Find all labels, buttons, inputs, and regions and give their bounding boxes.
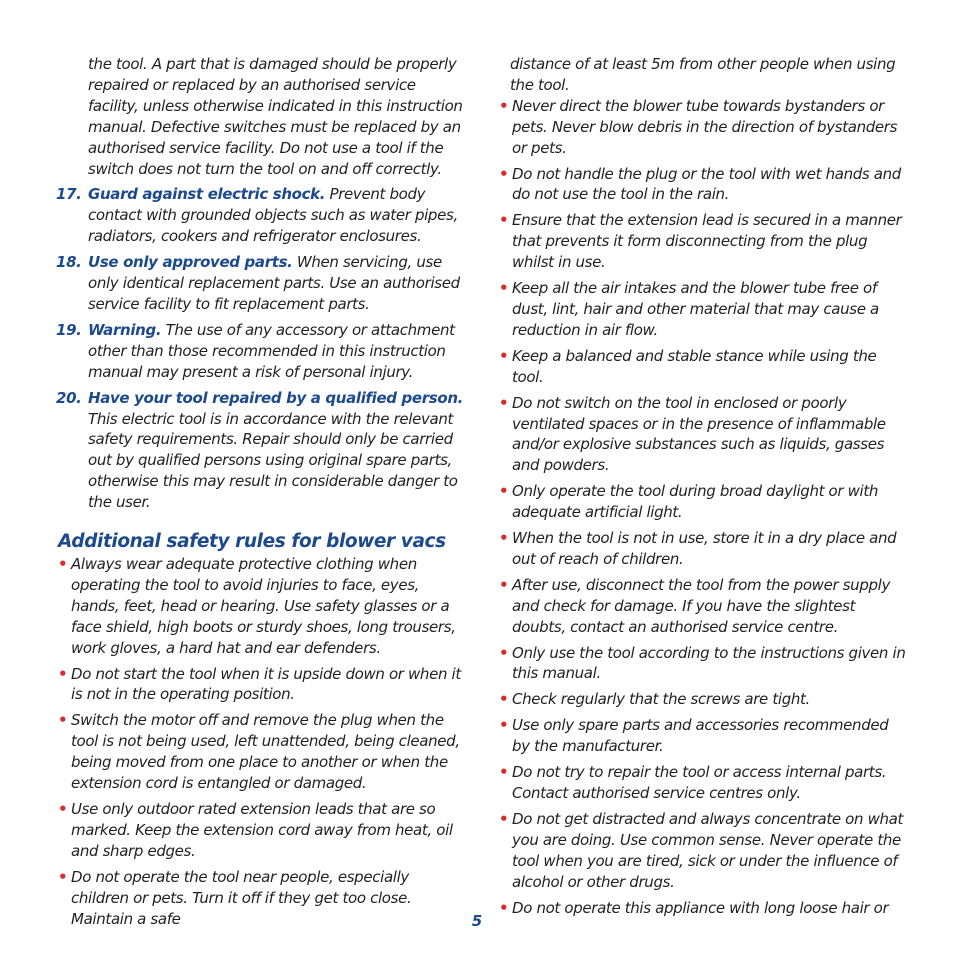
bullet-dot: • bbox=[499, 716, 509, 735]
bullet-dot: • bbox=[499, 211, 509, 230]
left-column bbox=[56, 54, 464, 929]
bullet-item bbox=[497, 210, 907, 273]
item-title: Guard against electric shock. bbox=[88, 185, 326, 204]
continuation-text: the tool. A part that is damaged should be properly repaired or replaced by an authorised service facility, unless otherwise indicated in this instruction manual. Defective switches must be replaced by an authorised service facility. Do not use a tool if the switch does not turn the tool on and off correctly. bbox=[88, 55, 463, 178]
bullet-dot: • bbox=[499, 763, 509, 782]
bullet-text: Do not switch on the tool in enclosed or poorly ventilated spaces or in the presence of inflammable and/or explosive substances such as liquids, gasses and powders. bbox=[512, 393, 886, 475]
bullet-text: Do not operate the tool near people, especially children or pets. Turn it off if they get too close. Maintain a safe bbox=[71, 867, 412, 928]
bullet-item bbox=[497, 393, 907, 477]
bullet-item bbox=[497, 715, 907, 757]
bullet-item bbox=[497, 528, 907, 570]
right-column bbox=[497, 54, 907, 918]
bullet-list-left bbox=[56, 554, 464, 929]
numbered-item-20 bbox=[56, 388, 464, 513]
item-number: 17. bbox=[56, 185, 82, 204]
bullet-item bbox=[497, 762, 907, 804]
bullet-dot: • bbox=[499, 279, 509, 298]
bullet-text: Switch the motor off and remove the plug when the tool is not being used, left unattended, being cleaned, being moved from one place to another or when the extension cord is entangled or damaged. bbox=[71, 711, 460, 793]
numbered-item-19 bbox=[56, 320, 464, 383]
bullet-dot: • bbox=[499, 690, 509, 709]
bullet-item bbox=[56, 554, 464, 659]
bullet-item bbox=[497, 346, 907, 388]
item-title: Warning. bbox=[88, 320, 162, 339]
bullet-item bbox=[497, 481, 907, 523]
bullet-dot: • bbox=[499, 809, 509, 828]
item-number: 19. bbox=[56, 320, 82, 339]
bullet-dot: • bbox=[58, 555, 68, 574]
bullet-item bbox=[497, 689, 907, 710]
section-heading: Additional safety rules for blower vacs bbox=[58, 531, 446, 553]
item-title: Have your tool repaired by a qualified person. bbox=[88, 388, 463, 407]
bullet-dot: • bbox=[499, 96, 509, 115]
bullet-text: Only use the tool according to the instructions given in this manual. bbox=[512, 643, 906, 683]
bullet-text: Never direct the blower tube towards bystanders or pets. Never blow debris in the direction of bystanders or pets. bbox=[512, 96, 898, 157]
bullet-item bbox=[497, 809, 907, 893]
bullet-text: Keep a balanced and stable stance while using the tool. bbox=[512, 346, 877, 386]
bullet-text: Do not start the tool when it is upside down or when it is not in the operating position. bbox=[71, 664, 461, 704]
item-text: The use of any accessory or attachment other than those recommended in this instruction manual may present a risk of personal injury. bbox=[88, 320, 455, 381]
bullet-item bbox=[497, 643, 907, 685]
item-number: 18. bbox=[56, 253, 82, 272]
item-number: 20. bbox=[56, 388, 82, 407]
bullet-text: When the tool is not in use, store it in a dry place and out of reach of children. bbox=[512, 529, 897, 568]
bullet-text: Ensure that the extension lead is secured in a manner that prevents it form disconnecting from the plug whilst in use. bbox=[512, 211, 902, 272]
bullet-item bbox=[497, 96, 907, 159]
bullet-text: Do not handle the plug or the tool with wet hands and do not use the tool in the rain. bbox=[512, 164, 901, 204]
bullet-text: Only operate the tool during broad daylight or with adequate artificial light. bbox=[512, 482, 879, 522]
bullet-dot: • bbox=[58, 800, 68, 818]
item-text: This electric tool is in accordance with the relevant safety requirements. Repair should only be carried out by qualified persons using original spare parts, otherwise this may result in considerable danger to the user. bbox=[88, 409, 458, 512]
bullet-dot: • bbox=[499, 898, 509, 917]
item-text: When servicing, use only identical replacement parts. Use an authorised service facility to fit replacement parts. bbox=[88, 253, 460, 313]
bullet-text: Do not operate this appliance with long loose hair or bbox=[512, 898, 889, 917]
bullet-text: After use, disconnect the tool from the power supply and check for damage. If you have the slightest doubts, contact an authorised service centre. bbox=[512, 575, 891, 636]
bullet-dot: • bbox=[499, 643, 509, 662]
bullet-text: Keep all the air intakes and the blower tube free of dust, lint, hair and other material that may cause a reduction in air flow. bbox=[512, 279, 879, 339]
bullet-item bbox=[56, 710, 464, 794]
bullet-item bbox=[497, 575, 907, 638]
page-number: 5 bbox=[471, 912, 483, 930]
bullet-text: Use only outdoor rated extension leads that are so marked. Keep the extension cord away from heat, oil and sharp edges. bbox=[71, 800, 453, 860]
bullet-item bbox=[497, 164, 907, 206]
bullet-item bbox=[497, 278, 907, 341]
item-title: Use only approved parts. bbox=[88, 253, 293, 272]
bullet-dot: • bbox=[499, 346, 509, 365]
bullet-item bbox=[56, 799, 464, 862]
numbered-item-17 bbox=[56, 184, 464, 247]
bullet-text: Use only spare parts and accessories recommended by the manufacturer. bbox=[512, 716, 889, 756]
item-text: Prevent body contact with grounded objects such as water pipes, radiators, cookers and refrigerator enclosures. bbox=[88, 185, 458, 246]
bullet-dot: • bbox=[499, 164, 509, 183]
bullet-text: Always wear adequate protective clothing when operating the tool to avoid injuries to face, eyes, hands, feet, head or hearing. Use safety glasses or a face shield, high boots or sturdy shoes, long trousers, work gloves, a hard hat and ear defenders. bbox=[71, 555, 456, 657]
bullet-dot: • bbox=[58, 664, 68, 683]
bullet-dot: • bbox=[499, 575, 509, 594]
bullet-text: Do not try to repair the tool or access internal parts. Contact authorised service centres only. bbox=[512, 763, 887, 802]
bullet-dot: • bbox=[499, 529, 509, 548]
bullet-list-right bbox=[497, 96, 907, 919]
bullet-item bbox=[56, 664, 464, 706]
bullet-dot: • bbox=[58, 711, 68, 730]
bullet-dot: • bbox=[58, 867, 68, 886]
bullet-dot: • bbox=[499, 393, 509, 412]
bullet-text: Do not get distracted and always concentrate on what you are doing. Use common sense. Never operate the tool when you are tired, sick or under the influence of alcohol or other drugs. bbox=[512, 809, 904, 891]
bullet-dot: • bbox=[499, 482, 509, 501]
numbered-item-18 bbox=[56, 252, 464, 315]
continuation-text: distance of at least 5m from other people when using the tool. bbox=[510, 55, 896, 94]
bullet-text: Check regularly that the screws are tight. bbox=[512, 690, 810, 709]
